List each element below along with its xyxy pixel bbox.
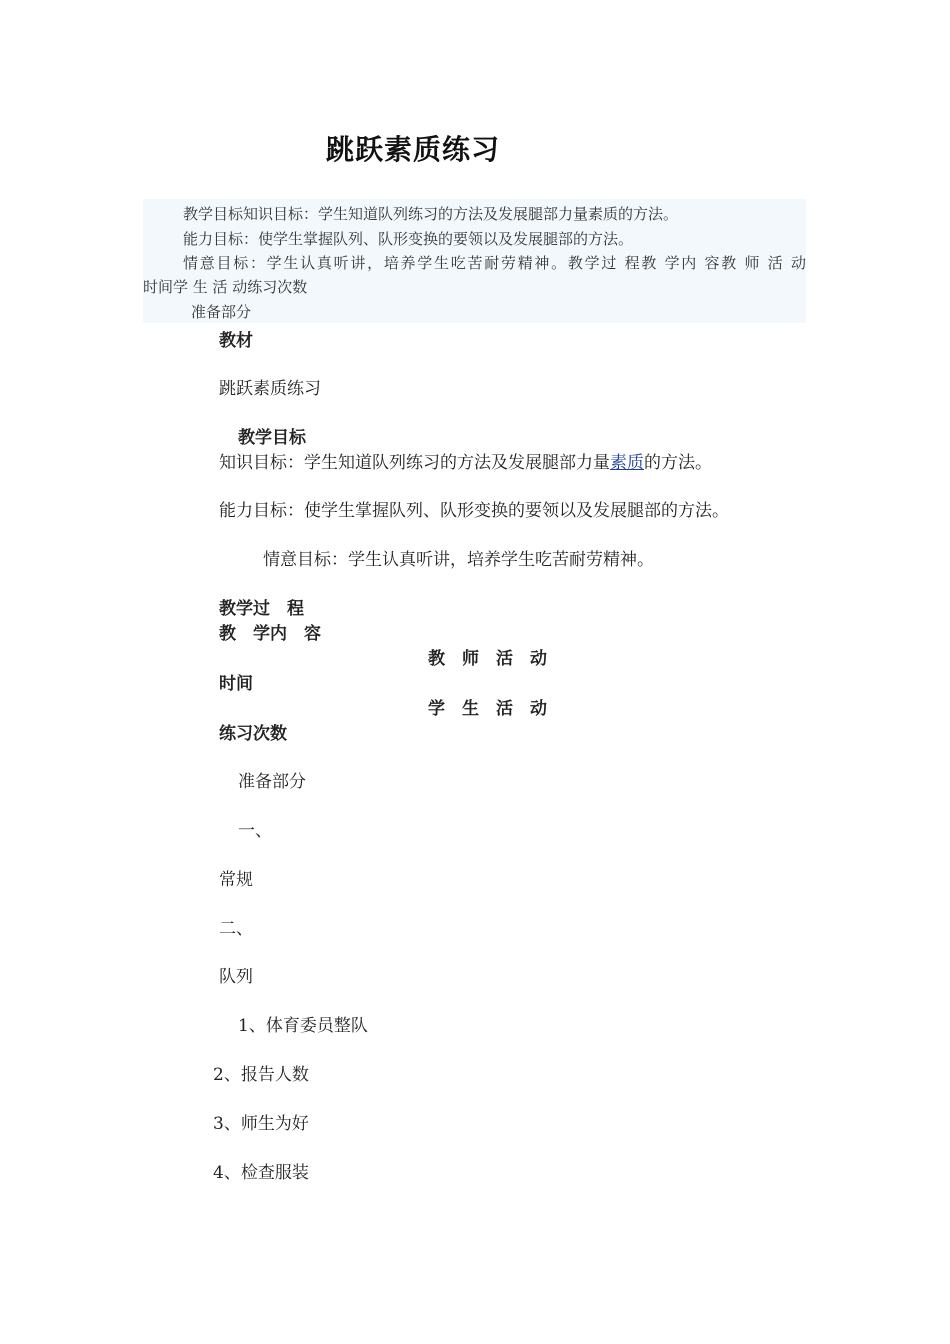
summary-line-emotion: 情意目标：学生认真听讲，培养学生吃苦耐劳精神。教学过 程教 学内 容教 师 活 动 <box>183 254 806 272</box>
summary-line-headers: 时间学 生 活 动练习次数 <box>143 278 308 296</box>
content-heading: 教 学内 容 <box>219 624 321 644</box>
prep-part: 准备部分 <box>238 772 306 792</box>
practice-count-heading: 练习次数 <box>219 724 287 744</box>
knowledge-goal-prefix: 知识目标：学生知道队列练习的方法及发展腿部力量 <box>219 453 610 473</box>
time-heading: 时间 <box>219 674 253 694</box>
material-text: 跳跃素质练习 <box>219 379 321 399</box>
knowledge-goal <box>219 448 712 473</box>
summary-block <box>143 199 806 323</box>
item-one-label: 一、 <box>238 821 272 841</box>
queue-label: 队列 <box>219 967 253 987</box>
list-item: 4、检查服装 <box>213 1163 309 1183</box>
list-item: 1、体育委员整队 <box>238 1016 368 1036</box>
list-item: 3、师生为好 <box>213 1114 309 1134</box>
knowledge-goal-suffix: 的方法。 <box>644 453 712 473</box>
material-heading: 教材 <box>219 331 253 351</box>
quality-link[interactable]: 素质 <box>610 453 644 473</box>
process-heading: 教学过 程 <box>219 599 304 619</box>
emotion-goal: 情意目标：学生认真听讲，培养学生吃苦耐劳精神。 <box>263 550 654 570</box>
routine-label: 常规 <box>219 870 253 890</box>
summary-line-ability: 能力目标：使学生掌握队列、队形变换的要领以及发展腿部的方法。 <box>183 230 634 248</box>
summary-line-prep: 准备部分 <box>191 303 252 321</box>
teacher-activity-heading: 教 师 活 动 <box>428 649 547 669</box>
page-title: 跳跃素质练习 <box>326 133 501 166</box>
ability-goal: 能力目标：使学生掌握队列、队形变换的要领以及发展腿部的方法。 <box>219 501 729 521</box>
student-activity-heading: 学 生 活 动 <box>428 699 547 719</box>
list-item: 2、报告人数 <box>213 1065 309 1085</box>
item-two-label: 二、 <box>219 919 253 939</box>
summary-line-knowledge: 教学目标知识目标：学生知道队列练习的方法及发展腿部力量素质的方法。 <box>183 205 679 223</box>
goals-heading: 教学目标 <box>238 428 306 448</box>
